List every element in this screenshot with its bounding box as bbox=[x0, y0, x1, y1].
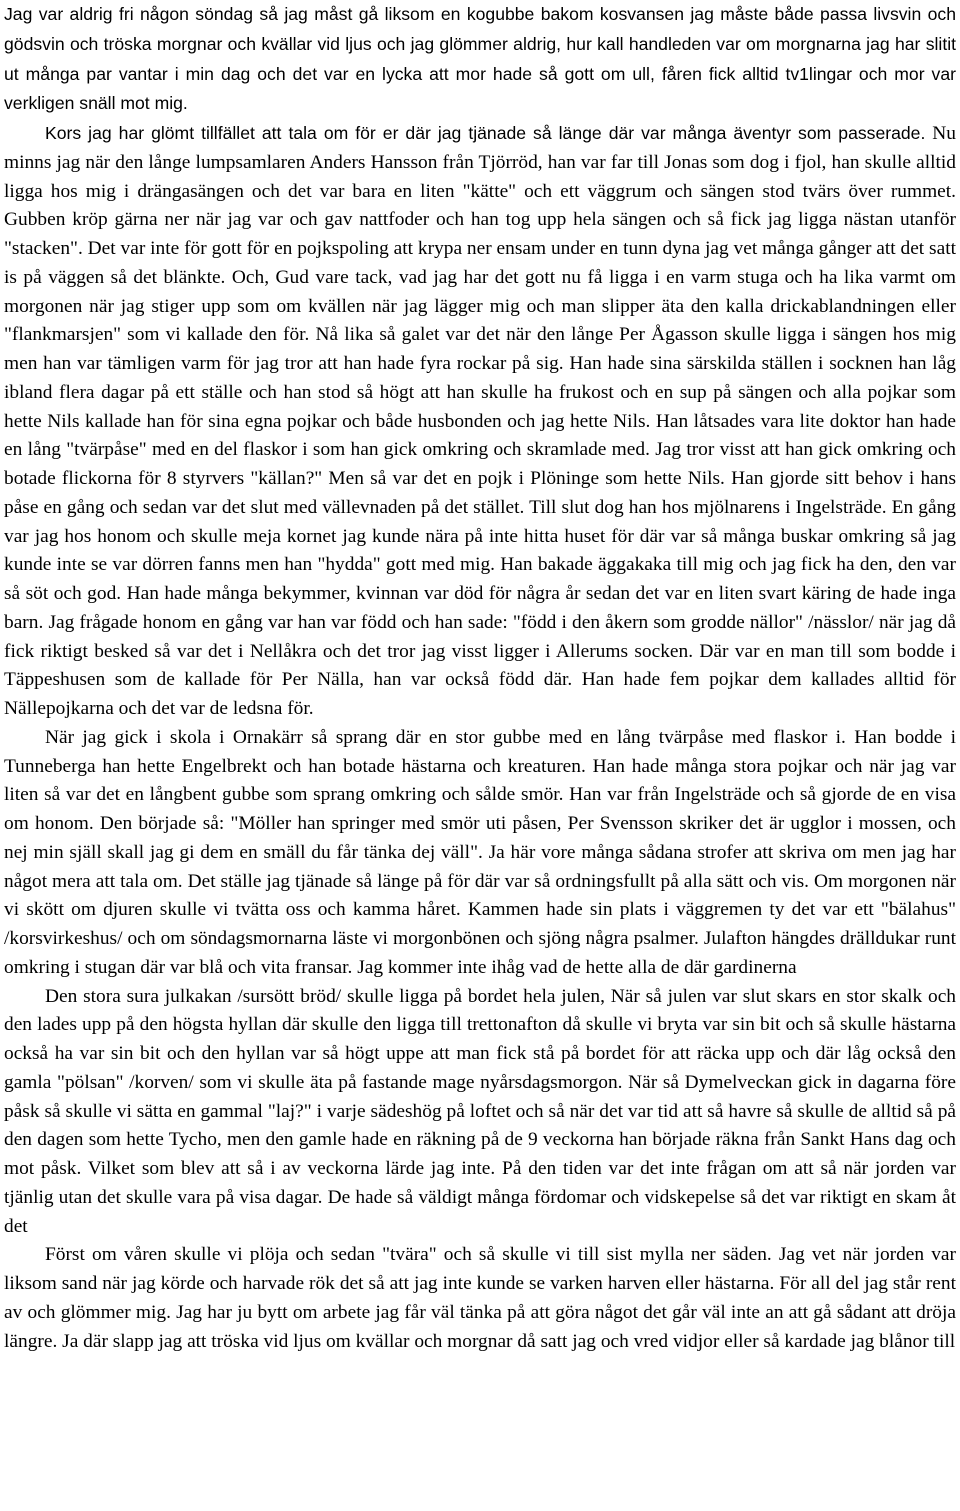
paragraph-3 bbox=[4, 724, 956, 983]
paragraph-text: Nu minns jag när den långe lumpsamlaren Anders Hansson från Tjörröd, han var far till Jonas som dog i fjol, han skulle alltid ligga hos mig i drängasängen och det var bara en liten "kätte" och ett väggrum och sängen stod tvärs över rummet. Gubben kröp gärna ner när jag var och gav nattfoder och han tog upp hela sängen och så fick jag ligga nästan utanför "stacken". Det var inte för gott för en pojkspoling att krypa ner ensam under en tunn dyna jag vet många gånger att det satt is på väggen så det blänkte. Och, Gud vare tack, vad jag har det gott nu få ligga i en varm stuga och ha lika varmt om morgonen när jag stiger upp som om kvällen när jag lägger mig och man slipper äta den kalla drickablandningen eller "flankmarsjen" som vi kallade den för. Nå lika så galet var det när den långe Per Ågasson skulle ligga i sängen hos mig men han var tämligen varm för jag tror att han hade fyra rockar på sig. Han hade sina särskilda ställen i socknen han låg ibland flera dagar på ett ställe och han stod så högt att han skulle ha frukost och en sup på sängen och alla pojkar som hette Nils kallade han för sina egna pojkar och både husbonden och jag hette Nils. Han låtsades vara lite doktor han hade en lång "tvärpåse" med en del flaskor i som han gick omkring och skramlade med. Jag tror visst att han gick omkring och botade flickorna för 8 styrvers "källan?" Men så var det en pojk i Plöninge som hette Nils. Han gjorde sitt behov i hans påse en gång och sedan var det slut med vällevnaden på det stället. Till slut dog han hos mjölnarens i Ingelsträde. En gång var jag hos honom och skulle meja kornet jag kunde nära på inte hitta huset för där var så många buskar omkring så jag kunde inte se var dörren fanns men han "hydda" gott med mig. Han bakade äggakaka till mig och jag fick ha den, den var så söt och god. Han hade många bekymmer, kvinnan var död för några år sedan det var en liten svart käring de hade inga barn. Jag frågade honom en gång var han var född och han sade: "född i den åkern som grodde nällor" /nässlor/ när jag då fick riktigt besked så var det i Nellåkra och det tror jag visst ligger i Allerums socken. Där var en man till som bodde i Täppeshusen som de kallade för Per Nälla, han var också född där. Han hade fem pojkar dem kallades alltid för Nällepojkarna och det var de ledsna för. bbox=[4, 123, 957, 719]
paragraph-text: Först om våren skulle vi plöja och sedan "tvära" och så skulle vi till sist mylla ner säden. Jag vet när jorden var liksom sand när jag körde och harvade rök det så att jag inte kunde se varken harven eller hästarna. För all del jag står rent av och glömmer mig. Jag har ju bytt om arbete jag får väl tänka på att göra något det går väl inte an att gå sådant att dröja längre. Ja där slapp jag att tröska vid ljus om kvällar och morgnar då satt jag och vred vidjor eller så kardade jag blånor till bbox=[4, 1244, 956, 1352]
paragraph-text: När jag gick i skola i Ornakärr så sprang där en stor gubbe med en lång tvärpåse med flaskor i. Han bodde i Tunneberga han hette Engelbrekt och han botade hästarna och kreaturen. Han hade många stora pojkar och när jag var liten så var det en långbent gubbe som sprang omkring och sålde smör. Han var från Ingelsträde och så gjorde de en visa om honom. Den började så: "Möller han springer med smör uti påsen, Per Svensson skriker det är ugglor i mossen, och nej min själl skall jag gi dem en smäll du får tänka dej väll". Ja här vore många sådana strofer att skriva om men jag har något mera att tala om. Det ställe jag tjänade så länge på för där var så ordningsfullt på alla sätt och vis. Om morgonen när vi skött om djuren skulle vi tvätta oss och kamma håret. Kammen hade sin plats i väggremen ty det var ett "bälahus" /korsvirkeshus/ och om söndagsmornarna läste vi morgonbönen och sjöng några psalmer. Julafton hängdes drälldukar runt omkring i stugan där var blå och vita fransar. Jag kommer inte ihåg vad de hette alla de där gardinerna bbox=[4, 726, 956, 978]
paragraph-text: Jag var aldrig fri någon söndag så jag måst gå liksom en kogubbe bakom kosvansen jag måste både passa livsvin och gödsvin och tröska morgnar och kvällar vid ljus och jag glömmer aldrig, hur kall handleden var om morgnarna jag har slitit ut många par vantar i min dag och det var en lycka att mor hade så gott om ull, fåren fick alltid tv1lingar och mor var verkligen snäll mot mig. bbox=[4, 4, 956, 114]
document-page bbox=[4, 0, 956, 1356]
paragraph-4 bbox=[4, 983, 956, 1242]
paragraph-2 bbox=[4, 119, 956, 724]
paragraph-text: Den stora sura julkakan /sursött bröd/ skulle ligga på bordet hela julen, När så julen var slut skars en stor skalk och den lades upp på den högsta hyllan där skulle den ligga till trettonafton då skulle vi bryta var sin bit och så skulle hästarna också ha var sin bit och den hyllan var så högt uppe att man fick stå på bordet för att räcka upp och där låg också den gamla "pölsan" /korven/ som vi skulle äta på fastande mage nyårsdagsmorgon. När så Dymelveckan gick in dagarna före påsk så skulle vi sätta en gammal "laj?" i varje sädeshög på loftet och så när det var tid att så havre så skulle de alltid så på den dagen som hette Tycho, men den gamle hade en räkning på de 9 veckorna han började räkna från Sankt Hans dag och mot påsk. Vilket som blev att så i av veckorna lärde jag inte. På den tiden var det inte frågan om att så när jorden var tjänlig utan det skulle vara på visa dagar. De hade så väldigt många fördomar och vidskepelse så det var riktigt en skam åt det bbox=[4, 985, 956, 1237]
paragraph-5 bbox=[4, 1241, 956, 1356]
paragraph-1 bbox=[4, 0, 956, 119]
paragraph-text: Kors jag har glömt tillfället att tala om för er där jag tjänade så länge där var många äventyr som passerade. bbox=[45, 123, 926, 143]
